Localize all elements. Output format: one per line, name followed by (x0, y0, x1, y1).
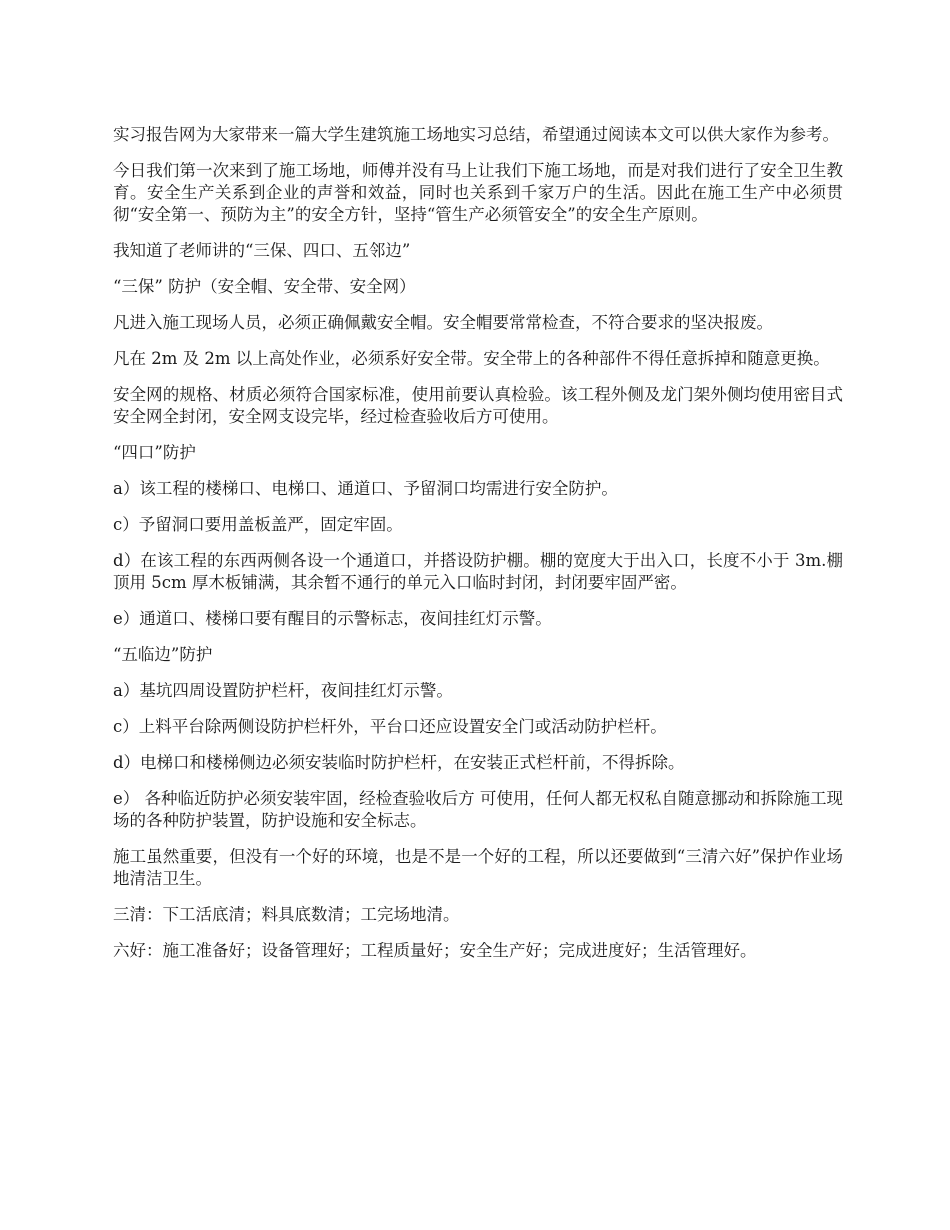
edges-item-e: e） 各种临近防护必须安装牢固，经检查验收后方 可使用，任何人都无权私自随意挪动和拆除施工现场的各种防护装置，防护设施和安全标志。 (113, 789, 843, 830)
three-four-five-paragraph: 我知道了老师讲的“三保、四口、五邻边” (113, 241, 411, 260)
safety-education-paragraph: 今日我们第一次来到了施工场地，师傅并没有马上让我们下施工场地，而是对我们进行了安全卫生教育。安全生产关系到企业的声誉和效益，同时也关系到千家万户的生活。因此在施工生产中必须贯彻“安全第一、预防为主”的安全方针，坚持“管生产必须管安全”的安全生产原则。 (113, 161, 843, 224)
helmet-paragraph: 凡进入施工现场人员，必须正确佩戴安全帽。安全帽要常常检查，不符合要求的坚决报废。 (113, 313, 773, 332)
safety-belt-paragraph: 凡在 2m 及 2m 以上高处作业，必须系好安全带。安全带上的各种部件不得任意拆掉和随意更换。 (113, 349, 830, 368)
four-openings-heading: “四口”防护 (113, 443, 196, 462)
six-good-paragraph: 六好：施工准备好；设备管理好；工程质量好；安全生产好；完成进度好；生活管理好。 (113, 941, 757, 960)
edges-item-d: d）电梯口和楼梯侧边必须安装临时防护栏杆，在安装正式栏杆前，不得拆除。 (113, 753, 685, 772)
openings-item-a: a）该工程的楼梯口、电梯口、通道口、予留洞口均需进行安全防护。 (113, 479, 618, 498)
edges-item-c: c）上料平台除两侧设防护栏杆外，平台口还应设置安全门或活动防护栏杆。 (113, 717, 667, 736)
openings-item-d: d）在该工程的东西两侧各设一个通道口，并搭设防护棚。棚的宽度大于出入口，长度不小于 3m.棚顶用 5cm 厚木板铺满，其余暂不通行的单元入口临时封闭，封闭要牢固严密。 (113, 551, 843, 592)
safety-net-paragraph: 安全网的规格、材质必须符合国家标准，使用前要认真检验。该工程外侧及龙门架外侧均使用密目式安全网全封闭，安全网支设完毕，经过检查验收后方可使用。 (113, 385, 843, 426)
openings-item-e: e）通道口、楼梯口要有醒目的示警标志，夜间挂红灯示警。 (113, 609, 552, 628)
document-body (113, 124, 843, 976)
three-clean-paragraph: 三清：下工活底清；料具底数清；工完场地清。 (113, 905, 460, 924)
three-protection-heading: “三保” 防护（安全帽、安全带、安全网） (113, 277, 416, 296)
edges-item-a: a）基坑四周设置防护栏杆，夜间挂红灯示警。 (113, 681, 453, 700)
environment-paragraph: 施工虽然重要，但没有一个好的环境，也是不是一个好的工程，所以还要做到“三清六好”保护作业场地清洁卫生。 (113, 847, 843, 888)
openings-item-c: c）予留洞口要用盖板盖严，固定牢固。 (113, 515, 403, 534)
five-edges-heading: “五临边”防护 (113, 645, 213, 664)
intro-paragraph: 实习报告网为大家带来一篇大学生建筑施工场地实习总结，希望通过阅读本文可以供大家作为参考。 (113, 125, 839, 144)
